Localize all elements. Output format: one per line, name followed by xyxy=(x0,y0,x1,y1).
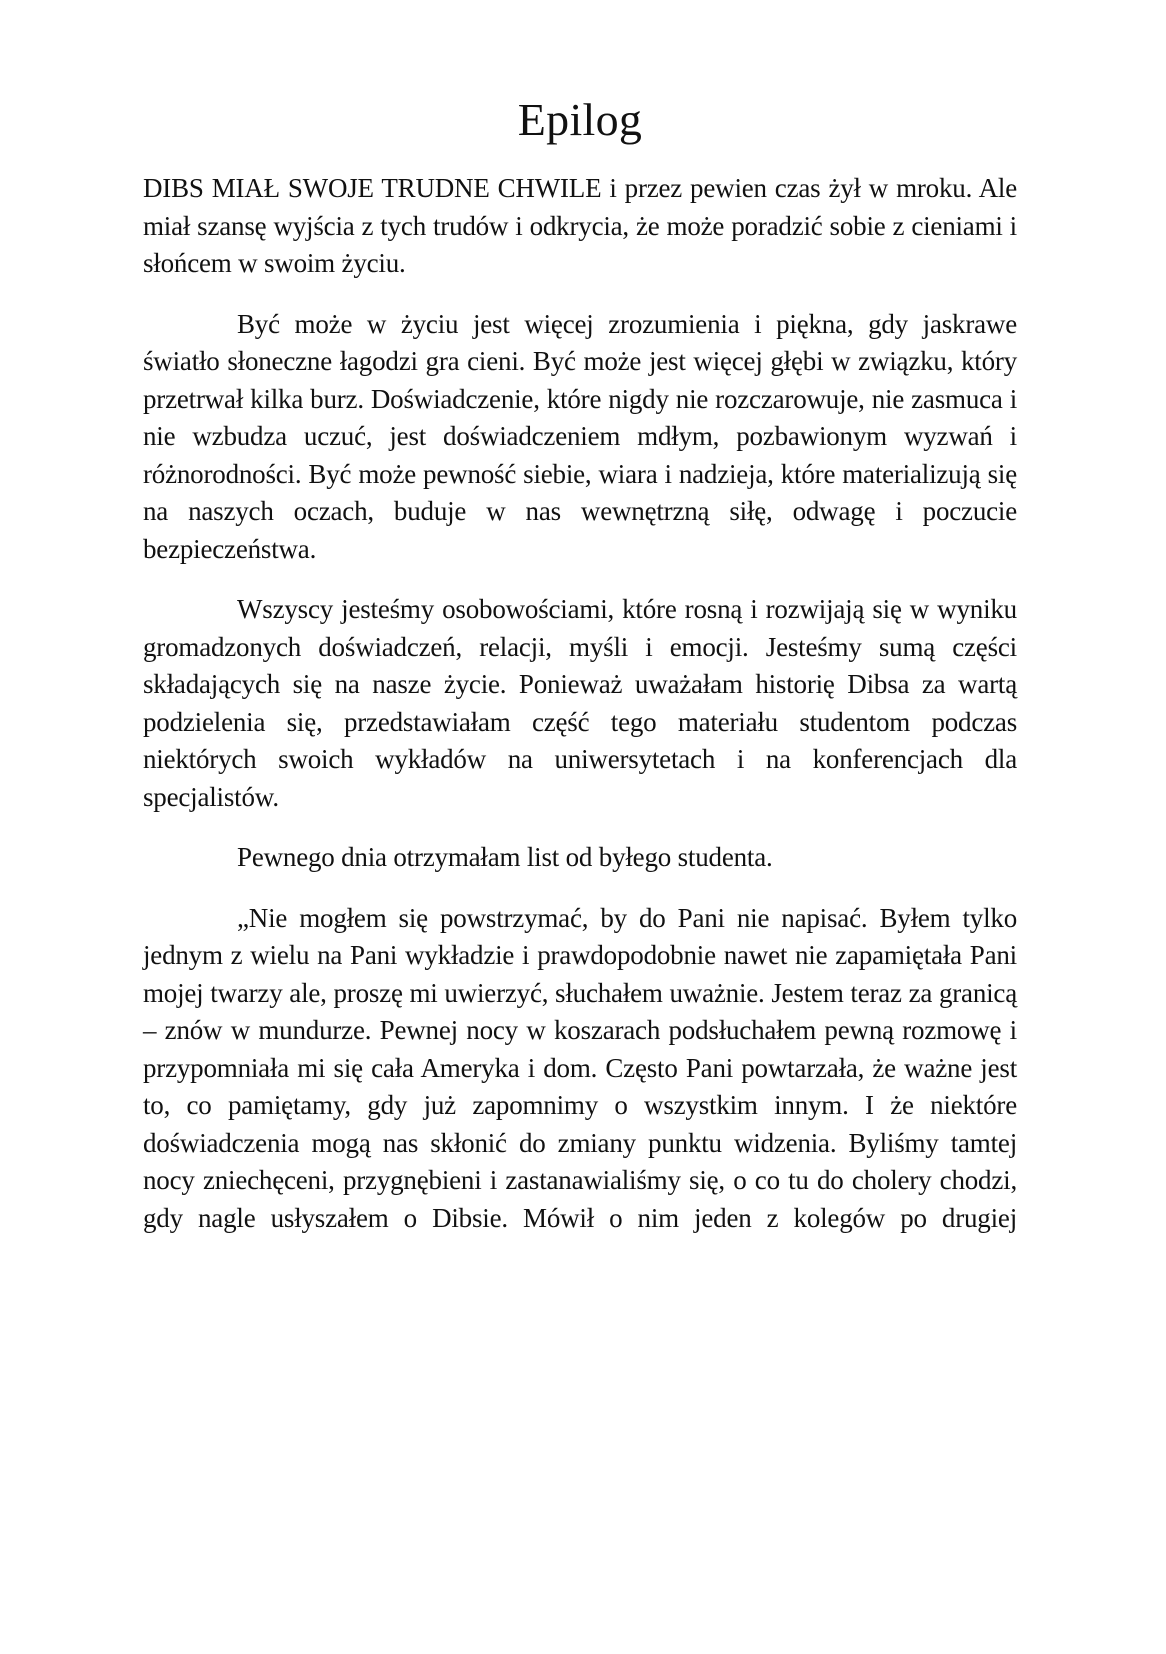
document-page xyxy=(143,92,1017,1237)
paragraph-1-text: i przez pewien czas żył w mroku. Ale miał szansę wyjścia z tych trudów i odkrycia, że może poradzić sobie z cieniami i słońcem w swoim życiu. xyxy=(143,173,1017,278)
paragraph-2: Być może w życiu jest więcej zrozumienia i piękna, gdy jaskrawe światło słoneczne łagodzi gra cieni. Być może jest więcej głębi w związku, który przetrwał kilka burz. Doświadczenie, które nigdy nie rozczarowuje, nie zasmuca i nie wzbudza uczuć, jest doświadczeniem mdłym, pozbawionym wyzwań i różnorodności. Być może pewność siebie, wiara i nadzieja, które materializują się na naszych oczach, buduje w nas wewnętrzną siłę, odwagę i poczucie bezpieczeństwa. xyxy=(143,308,1017,564)
paragraph-5-letter-quote: „Nie mogłem się powstrzymać, by do Pani nie napisać. Byłem tylko jednym z wielu na Pani wykładzie i prawdopodobnie nawet nie zapamiętała Pani mojej twarzy ale, proszę mi uwierzyć, słuchałem uważnie. Jestem teraz za granicą – znów w mundurze. Pewnej nocy w koszarach podsłuchałem pewną rozmowę i przypomniała mi się cała Ameryka i dom. Często Pani powtarzała, że ważne jest to, co pamiętamy, gdy już zapomnimy o wszystkim innym. I że niektóre doświadczenia mogą nas skłonić do zmiany punktu widzenia. Byliśmy tamtej nocy zniechęceni, przygnębieni i zastanawialiśmy się, o co tu do cholery chodzi, gdy nagle usłyszałem o Dibsie. Mówił o nim jeden z kolegów po drugiej xyxy=(143,902,1017,1233)
paragraph-1 xyxy=(143,170,1017,283)
paragraph-3: Wszyscy jesteśmy osobowościami, które rosną i rozwijają się w wyniku gromadzonych doświadczeń, relacji, myśli i emocji. Jesteśmy sumą części składających się na nasze życie. Ponieważ uważałam historię Dibsa za wartą podzielenia się, przedstawiałam część tego materiału studentom podczas niektórych swoich wykładów na uniwersytetach i na konferencjach dla specjalistów. xyxy=(143,594,1017,812)
chapter-title: Epilog xyxy=(517,94,643,145)
paragraph-lead-caps: DIBS MIAŁ SWOJE TRUDNE CHWILE xyxy=(143,173,602,203)
paragraph-4: Pewnego dnia otrzymałam list od byłego studenta. xyxy=(237,842,773,872)
